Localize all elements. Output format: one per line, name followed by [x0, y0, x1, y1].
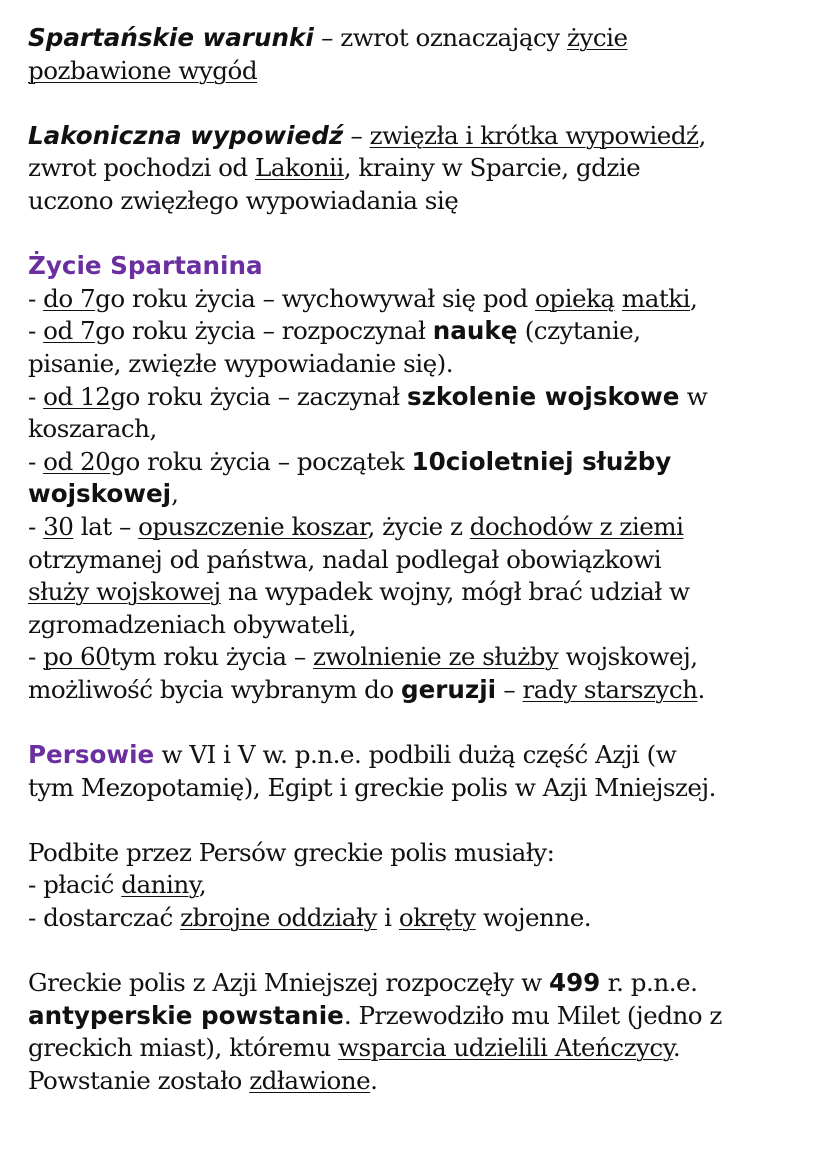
- term-persians: Persowie: [28, 740, 155, 770]
- spartan-life-section: Życie Spartanina - do 7go roku życia – wychowywał się pod opieką matki, - od 7go roku życia – rozpoczynał naukę (czytanie, pisanie, zwięzłe wypowiadanie się). - od 12go roku życia – zaczynał szkolenie wojskowe w koszarach, - od 20go roku życia – początek 10cioletniej służby wojskowej, - 30 lat – opuszczenie koszar, życie z dochodów z ziemi otrzymanej od państwa, nadal podlegał obowiązkowi służy wojskowej na wypadek wojny, mógł brać udział w zgromadzeniach obywateli, - po 60tym roku życia – zwolnienie ze służby wojskowej, możliwość bycia wybranym do geruzji – rady starszych.: [28, 250, 808, 706]
- laconic-statement-paragraph: Lakoniczna wypowiedź – zwięzła i krótka wypowiedź, zwrot pochodzi od Lakonii, krainy w Sparcie, gdzie uczono zwięzłego wypowiadania się: [28, 120, 706, 215]
- list-item: - do 7go roku życia – wychowywał się pod opieką matki,: [28, 283, 698, 313]
- term-spartan-conditions: Spartańskie warunki: [28, 23, 314, 52]
- list-item: - płacić daniny,: [28, 870, 207, 900]
- list-item: - dostarczać zbrojne oddziały i okręty wojenne.: [28, 903, 592, 933]
- list-item: - 30 lat – opuszczenie koszar, życie z dochodów z ziemi: [28, 511, 684, 541]
- list-item: - od 7go roku życia – rozpoczynał naukę (czytanie,: [28, 316, 641, 346]
- persians-paragraph: Persowie w VI i V w. p.n.e. podbili dużą część Azji (w tym Mezopotamię), Egipt i greckie polis w Azji Mniejszej.: [28, 740, 716, 802]
- uprising-paragraph: Greckie polis z Azji Mniejszej rozpoczęły w 499 r. p.n.e. antyperskie powstanie. Przewodziło mu Milet (jedno z greckich miast), któremu wsparcia udzielili Ateńczycy. Powstanie zostało zdławione.: [28, 968, 722, 1095]
- list-item: - po 60tym roku życia – zwolnienie ze służby wojskowej,: [28, 642, 698, 672]
- term-laconic-statement: Lakoniczna wypowiedź: [28, 120, 344, 150]
- list-item: - od 12go roku życia – zaczynał szkolenie wojskowe w: [28, 381, 708, 411]
- spartan-life-heading: Życie Spartanina: [28, 251, 263, 281]
- document-page: [28, 22, 808, 1098]
- spartan-conditions-paragraph: Spartańskie warunki – zwrot oznaczający życie pozbawione wygód: [28, 23, 628, 85]
- list-item: - od 20go roku życia – początek 10cioletniej służby: [28, 446, 672, 476]
- conquered-polis-paragraph: Podbite przez Persów greckie polis musiały: - płacić daniny, - dostarczać zbrojne oddziały i okręty wojenne.: [28, 837, 808, 935]
